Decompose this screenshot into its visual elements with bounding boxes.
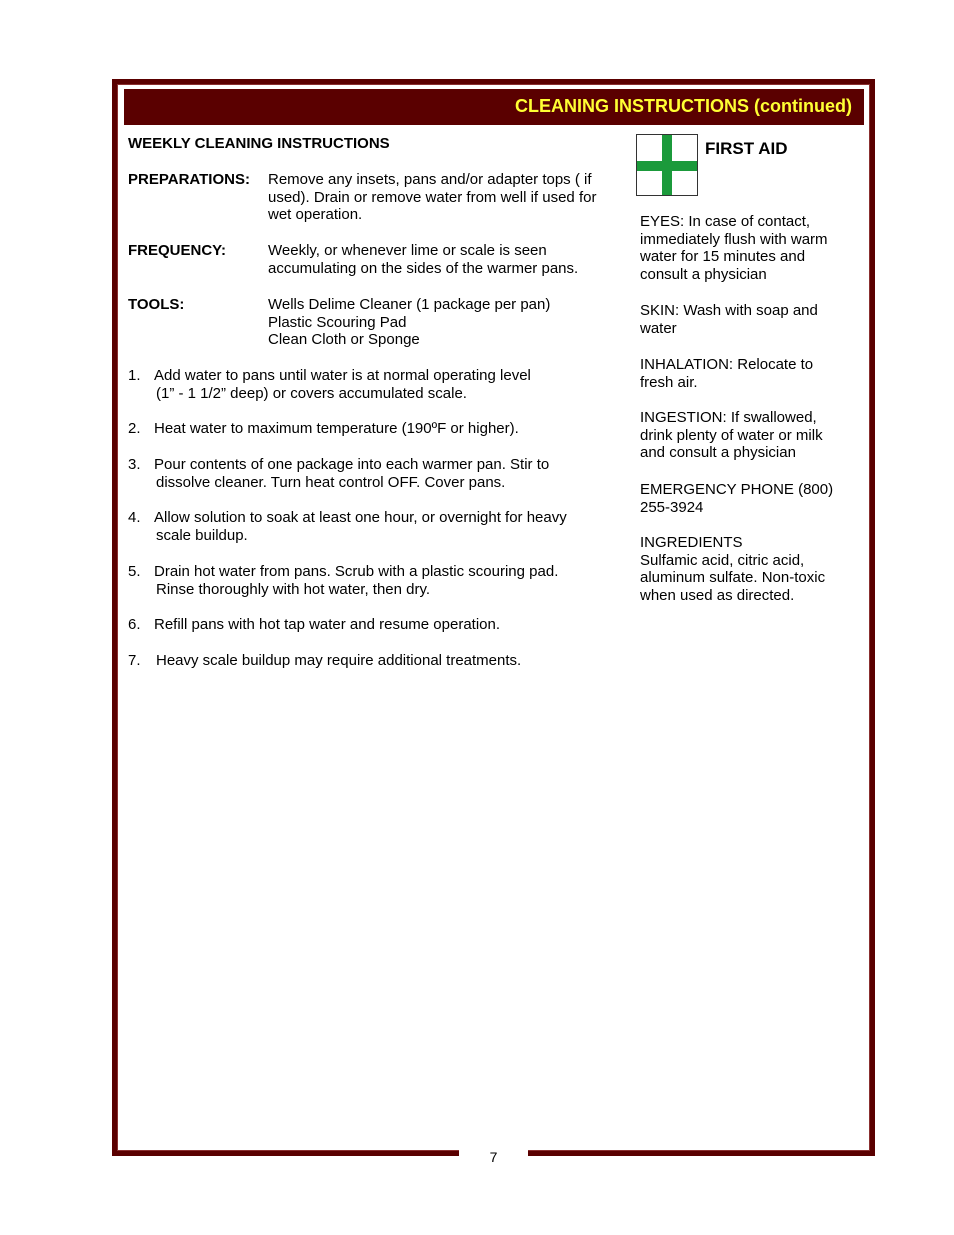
first-aid-line: fresh air. <box>640 373 698 391</box>
tools-label: TOOLS: <box>128 296 185 313</box>
first-aid-inhalation <box>640 356 860 391</box>
tools-line: Clean Cloth or Sponge <box>268 331 420 349</box>
first-aid-line: aluminum sulfate. Non-toxic <box>640 569 826 587</box>
instruction-step <box>128 616 608 634</box>
page-number: 7 <box>489 1149 498 1165</box>
frequency-line: accumulating on the sides of the warmer pans. <box>268 259 579 277</box>
step-text: Refill pans with hot tap water and resume operation. <box>154 616 501 633</box>
step-text: Allow solution to soak at least one hour, or overnight for heavy <box>154 509 567 526</box>
step-text-continued: scale buildup. <box>156 526 248 544</box>
first-aid-line: Sulfamic acid, citric acid, <box>640 551 805 569</box>
tools-line: Wells Delime Cleaner (1 package per pan) <box>268 296 551 313</box>
first-aid-line: INGESTION: If swallowed, <box>640 409 817 426</box>
first-aid-skin <box>640 302 860 337</box>
page-title: CLEANING INSTRUCTIONS (continued) <box>515 96 852 116</box>
step-number: 2. <box>128 420 141 437</box>
first-aid-line: immediately flush with warm <box>640 230 828 248</box>
step-text: Add water to pans until water is at normal operating level <box>154 367 531 384</box>
first-aid-line: and consult a physician <box>640 444 796 462</box>
cross-horizontal-bar <box>637 161 697 171</box>
first-aid-line: INHALATION: Relocate to <box>640 356 814 373</box>
instruction-step <box>128 456 608 491</box>
step-number: 5. <box>128 563 141 580</box>
step-text-continued: (1” - 1 1/2” deep) or covers accumulated scale. <box>156 384 467 402</box>
step-text: Heavy scale buildup may require additional treatments. <box>156 652 522 669</box>
step-text-continued: dissolve cleaner. Turn heat control OFF. Cover pans. <box>156 473 506 491</box>
first-aid-line: 255-3924 <box>640 498 704 516</box>
preparations-label: PREPARATIONS: <box>128 171 250 188</box>
frequency-text <box>268 242 613 277</box>
step-text: Drain hot water from pans. Scrub with a plastic scouring pad. <box>154 563 559 580</box>
instruction-step <box>128 563 608 598</box>
preparations-line: wet operation. <box>268 206 363 224</box>
first-aid-eyes <box>640 213 860 284</box>
frequency-label: FREQUENCY: <box>128 242 227 259</box>
first-aid-line: EYES: In case of contact, <box>640 213 811 230</box>
step-number: 3. <box>128 456 141 473</box>
instruction-step <box>128 652 608 670</box>
first-aid-line: INGREDIENTS <box>640 534 743 551</box>
step-number: 6. <box>128 616 141 633</box>
step-number: 4. <box>128 509 141 526</box>
preparations-line: Remove any insets, pans and/or adapter tops ( if <box>268 171 592 188</box>
first-aid-ingredients <box>640 534 860 605</box>
weekly-section-title: WEEKLY CLEANING INSTRUCTIONS <box>128 135 390 152</box>
first-aid-title: FIRST AID <box>705 139 788 158</box>
step-number: 1. <box>128 367 141 384</box>
first-aid-line: EMERGENCY PHONE (800) <box>640 481 834 498</box>
instruction-step <box>128 509 608 544</box>
first-aid-line: consult a physician <box>640 266 767 284</box>
first-aid-line: SKIN: Wash with soap and <box>640 302 818 319</box>
first-aid-emergency-phone <box>640 481 860 516</box>
first-aid-line: water <box>640 319 677 337</box>
frequency-line: Weekly, or whenever lime or scale is seen <box>268 242 547 259</box>
header-banner <box>124 89 864 125</box>
first-aid-line: drink plenty of water or milk <box>640 426 823 444</box>
green-cross-icon <box>636 134 698 196</box>
step-number: 7. <box>128 652 141 669</box>
step-text: Pour contents of one package into each warmer pan. Stir to <box>154 456 550 473</box>
first-aid-line: water for 15 minutes and <box>640 248 806 266</box>
preparations-text <box>268 171 613 224</box>
step-text: Heat water to maximum temperature (190ºF or higher). <box>154 420 519 437</box>
first-aid-line: when used as directed. <box>640 587 795 605</box>
instruction-step <box>128 420 608 438</box>
step-text-continued: Rinse thoroughly with hot water, then dry. <box>156 580 431 598</box>
preparations-line: used). Drain or remove water from well if used for <box>268 188 597 206</box>
tools-text <box>268 296 613 349</box>
tools-line: Plastic Scouring Pad <box>268 313 407 331</box>
instruction-step <box>128 367 608 402</box>
first-aid-ingestion <box>640 409 860 462</box>
